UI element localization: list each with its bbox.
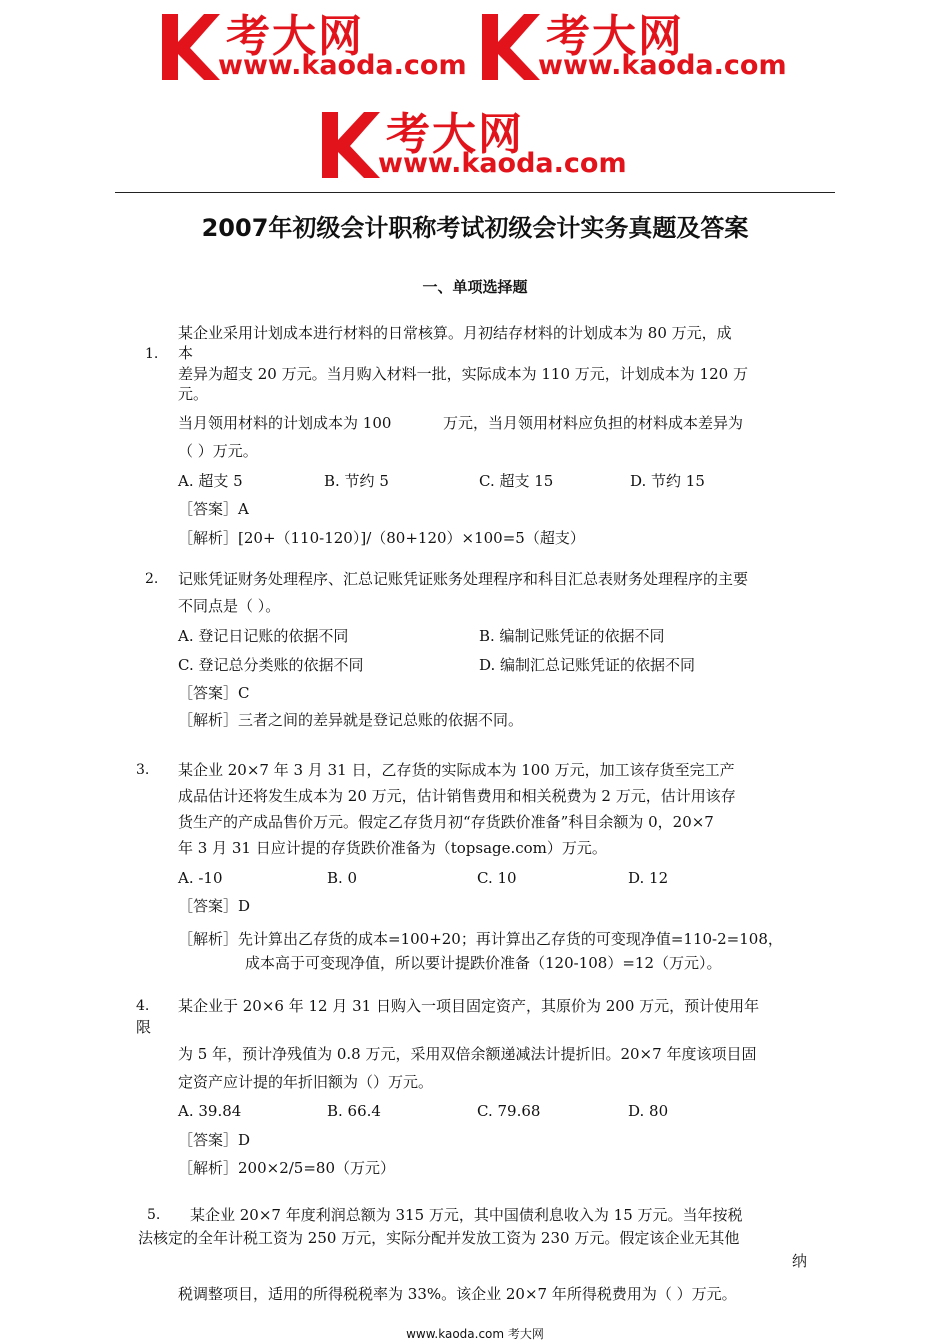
q3-line-1: 某企业 20×7 年 3 月 31 日，乙存货的实际成本为 100 万元，加工该存货至完工产 [178, 761, 735, 779]
q1-line-4: 元。 [178, 385, 209, 403]
q4-line-2: 限 [136, 1018, 152, 1036]
logo-url: www.kaoda.com [378, 148, 627, 179]
q2-line-1: 记账凭证财务处理程序、汇总记账凭证账务处理程序和科目汇总表财务处理程序的主要 [178, 570, 749, 588]
q1-option-a: A. 超支 5 [178, 472, 243, 490]
q2-option-d: D. 编制汇总记账凭证的依据不同 [479, 656, 696, 674]
q3-option-c: C. 10 [477, 869, 517, 887]
q1-line-2: 本 [178, 344, 194, 362]
q1-line-3: 差异为超支 20 万元。当月购入材料一批，实际成本为 110 万元，计划成本为 120 万 [178, 365, 748, 383]
q1-option-c: C. 超支 15 [479, 472, 554, 490]
logo-kaoda-2 [480, 4, 800, 86]
footer-text: www.kaoda.com 考大网 [406, 1327, 544, 1341]
q1-analysis: ［解析］[20+（110-120）]/（80+120）×100=5（超支） [178, 529, 585, 547]
q3-line-2: 成品估计还将发生成本为 20 万元，估计销售费用和相关税费为 2 万元，估计用该存 [178, 787, 736, 805]
q4-option-d: D. 80 [628, 1102, 669, 1120]
logo-chinese: 考大网 [226, 11, 364, 62]
q1-line-5a: 当月领用材料的计划成本为 100 [178, 414, 392, 432]
q2-answer: ［答案］C [178, 684, 250, 702]
q4-option-c: C. 79.68 [477, 1102, 541, 1120]
logo-url: www.kaoda.com [538, 50, 787, 81]
q3-analysis-2: 成本高于可变现净值，所以要计提跌价准备（120-108）=12（万元）。 [245, 954, 722, 972]
q2-analysis: ［解析］三者之间的差异就是登记总账的依据不同。 [178, 711, 524, 729]
q1-option-b: B. 节约 5 [324, 472, 389, 490]
q3-option-b: B. 0 [327, 869, 358, 887]
q4-analysis: ［解析］200×2/5=80（万元） [178, 1159, 395, 1177]
q2-option-c: C. 登记总分类账的依据不同 [178, 656, 364, 674]
header-divider [115, 192, 835, 193]
k-logo-icon [480, 12, 542, 82]
q1-option-d: D. 节约 15 [630, 472, 705, 490]
logo-chinese: 考大网 [386, 109, 524, 160]
q1-line-5b: 万元，当月领用材料应负担的材料成本差异为 [443, 414, 744, 432]
q5-line-1: 某企业 20×7 年度利润总额为 315 万元，其中国债利息收入为 15 万元。当年按税 [190, 1206, 743, 1224]
q5-number: 5. [147, 1207, 161, 1223]
q4-line-3: 为 5 年，预计净残值为 0.8 万元，采用双倍余额递减法计提折旧。20×7 年度该项目固 [178, 1045, 757, 1063]
logo-kaoda-3 [320, 102, 640, 184]
q3-number: 3. [136, 762, 150, 778]
k-logo-icon [320, 110, 382, 180]
q4-number: 4. [136, 998, 150, 1014]
q2-number: 2. [145, 571, 159, 587]
k-logo-icon [160, 12, 222, 82]
q3-analysis-1: ［解析］先计算出乙存货的成本=100+20；再计算出乙存货的可变现净值=110-2=108， [178, 930, 783, 948]
q3-line-4: 年 3 月 31 日应计提的存货跌价准备为（topsage.com）万元。 [178, 839, 607, 857]
q5-line-3: 纳 [792, 1252, 808, 1270]
q5-line-2: 法核定的全年计税工资为 250 万元，实际分配并发放工资为 230 万元。假定该企业无其他 [138, 1229, 740, 1247]
q2-option-b: B. 编制记账凭证的依据不同 [479, 627, 665, 645]
q4-option-a: A. 39.84 [178, 1102, 242, 1120]
q2-line-2: 不同点是（ ）。 [178, 597, 281, 615]
q1-line-6: （ ）万元。 [178, 442, 258, 460]
q4-option-b: B. 66.4 [327, 1102, 381, 1120]
logo-url: www.kaoda.com [218, 50, 467, 81]
q5-line-4: 税调整项目，适用的所得税税率为 33%。该企业 20×7 年所得税费用为（ ）万元。 [178, 1285, 737, 1303]
q1-line-1: 某企业采用计划成本进行材料的日常核算。月初结存材料的计划成本为 80 万元，成 [178, 324, 732, 342]
logo-chinese: 考大网 [546, 11, 684, 62]
q3-option-d: D. 12 [628, 869, 669, 887]
page-title: 2007年初级会计职称考试初级会计实务真题及答案 [201, 214, 749, 242]
q2-option-a: A. 登记日记账的依据不同 [178, 627, 349, 645]
q1-number: 1. [145, 346, 159, 362]
q3-answer: ［答案］D [178, 897, 251, 915]
q4-answer: ［答案］D [178, 1131, 251, 1149]
q4-line-1: 某企业于 20×6 年 12 月 31 日购入一项目固定资产，其原价为 200 万元，预计使用年 [178, 997, 760, 1015]
q3-option-a: A. -10 [178, 869, 223, 887]
section-heading: 一、单项选择题 [422, 278, 528, 296]
q4-line-4: 定资产应计提的年折旧额为（）万元。 [178, 1073, 434, 1091]
q1-answer: ［答案］A [178, 500, 249, 518]
logo-kaoda-1 [160, 4, 480, 86]
q3-line-3: 货生产的产成品售价万元。假定乙存货月初“存货跌价准备”科目余额为 0，20×7 [178, 813, 714, 831]
